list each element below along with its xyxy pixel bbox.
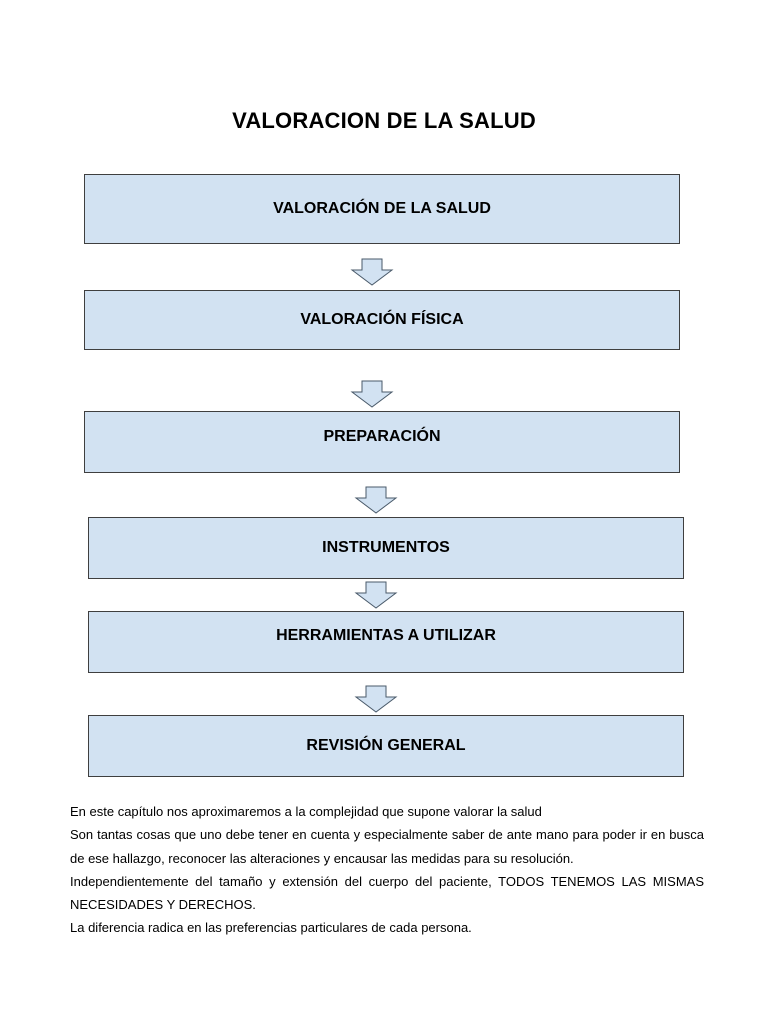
down-arrow-icon bbox=[354, 581, 398, 609]
flow-step-label: VALORACIÓN FÍSICA bbox=[300, 311, 464, 328]
flow-step-label: VALORACIÓN DE LA SALUD bbox=[273, 200, 491, 217]
flow-step-label: INSTRUMENTOS bbox=[322, 539, 450, 556]
down-arrow-icon bbox=[350, 258, 394, 286]
flow-step-label: REVISIÓN GENERAL bbox=[306, 737, 466, 754]
down-arrow-icon bbox=[354, 685, 398, 713]
flow-step-label: HERRAMIENTAS A UTILIZAR bbox=[276, 627, 496, 644]
body-paragraph: En este capítulo nos aproximaremos a la complejidad que supone valorar la salud bbox=[70, 804, 542, 819]
flow-step-valoracion-fisica bbox=[84, 290, 680, 350]
flow-step-revision-general bbox=[88, 715, 684, 777]
flow-step-label: PREPARACIÓN bbox=[323, 428, 441, 445]
flow-step-instrumentos bbox=[88, 517, 684, 579]
down-arrow-icon bbox=[350, 380, 394, 408]
flow-step-herramientas bbox=[88, 611, 684, 673]
document-title: VALORACION DE LA SALUD bbox=[232, 108, 536, 133]
flow-step-preparacion bbox=[84, 411, 680, 473]
body-paragraph: Son tantas cosas que uno debe tener en cuenta y especialmente saber de ante mano para poder ir en busca de ese hallazgo, reconocer las alteraciones y encausar las medidas para su resolución. bbox=[70, 827, 704, 866]
body-text bbox=[70, 800, 704, 940]
flow-step-valoracion-salud bbox=[84, 174, 680, 244]
body-paragraph: Independientemente del tamaño y extensión del cuerpo del paciente, TODOS TENEMOS LAS MISMAS NECESIDADES Y DERECHOS. bbox=[70, 873, 704, 913]
down-arrow-icon bbox=[354, 486, 398, 514]
body-paragraph: La diferencia radica en las preferencias particulares de cada persona. bbox=[70, 920, 472, 936]
